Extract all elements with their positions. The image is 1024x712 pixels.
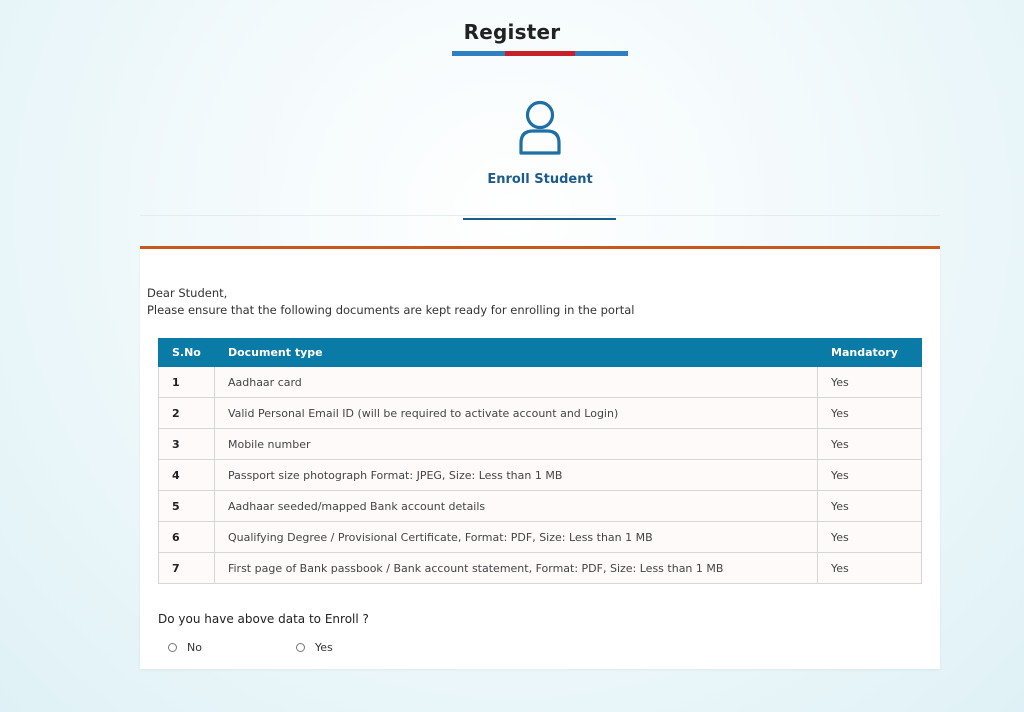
row-mandatory: Yes	[818, 429, 922, 460]
row-sno: 6	[159, 522, 215, 553]
enroll-question: Do you have above data to Enroll ?	[158, 612, 369, 626]
table-row	[159, 553, 922, 584]
row-document-type: Passport size photograph Format: JPEG, Size: Less than 1 MB	[214, 460, 817, 491]
greeting-text: Dear Student,	[147, 286, 228, 300]
table-row	[159, 522, 922, 553]
enroll-radio-group	[168, 641, 333, 654]
row-mandatory: Yes	[818, 367, 922, 398]
table-header-row	[159, 339, 922, 367]
user-outline-icon	[516, 98, 564, 156]
table-row	[159, 491, 922, 522]
row-sno: 5	[159, 491, 215, 522]
row-mandatory: Yes	[818, 460, 922, 491]
instruction-text: Please ensure that the following documents are kept ready for enrolling in the portal	[147, 303, 635, 317]
row-sno: 1	[159, 367, 215, 398]
table-row	[159, 398, 922, 429]
title-underline-blue-right	[575, 51, 628, 56]
row-sno: 3	[159, 429, 215, 460]
row-document-type: Valid Personal Email ID (will be required to activate account and Login)	[214, 398, 817, 429]
documents-table	[158, 338, 922, 584]
radio-label-yes: Yes	[315, 641, 333, 654]
row-mandatory: Yes	[818, 522, 922, 553]
row-sno: 7	[159, 553, 215, 584]
radio-option-yes[interactable]	[296, 641, 333, 654]
row-document-type: Mobile number	[214, 429, 817, 460]
header-divider	[140, 215, 940, 216]
row-document-type: Aadhaar seeded/mapped Bank account details	[214, 491, 817, 522]
page-header	[0, 0, 1024, 225]
title-underline-red	[505, 51, 575, 56]
enroll-info-panel	[140, 246, 940, 669]
row-document-type: Aadhaar card	[214, 367, 817, 398]
column-header-document-type: Document type	[214, 339, 817, 367]
page-title: Register	[463, 20, 561, 44]
column-header-mandatory: Mandatory	[818, 339, 922, 367]
radio-button-no[interactable]	[168, 643, 177, 652]
table-row	[159, 367, 922, 398]
row-sno: 4	[159, 460, 215, 491]
table-row	[159, 429, 922, 460]
table-row	[159, 460, 922, 491]
title-underline-blue-left	[452, 51, 505, 56]
row-mandatory: Yes	[818, 491, 922, 522]
radio-label-no: No	[187, 641, 202, 654]
row-mandatory: Yes	[818, 398, 922, 429]
enroll-student-card[interactable]	[462, 96, 618, 196]
row-mandatory: Yes	[818, 553, 922, 584]
radio-button-yes[interactable]	[296, 643, 305, 652]
enroll-student-label: Enroll Student	[487, 172, 593, 187]
row-sno: 2	[159, 398, 215, 429]
radio-option-no[interactable]	[168, 641, 296, 654]
intro-text	[147, 285, 634, 319]
row-document-type: Qualifying Degree / Provisional Certificate, Format: PDF, Size: Less than 1 MB	[214, 522, 817, 553]
active-tab-underline	[463, 218, 616, 220]
row-document-type: First page of Bank passbook / Bank account statement, Format: PDF, Size: Less than 1 MB	[214, 553, 817, 584]
column-header-sno: S.No	[159, 339, 215, 367]
title-underline	[452, 51, 628, 56]
